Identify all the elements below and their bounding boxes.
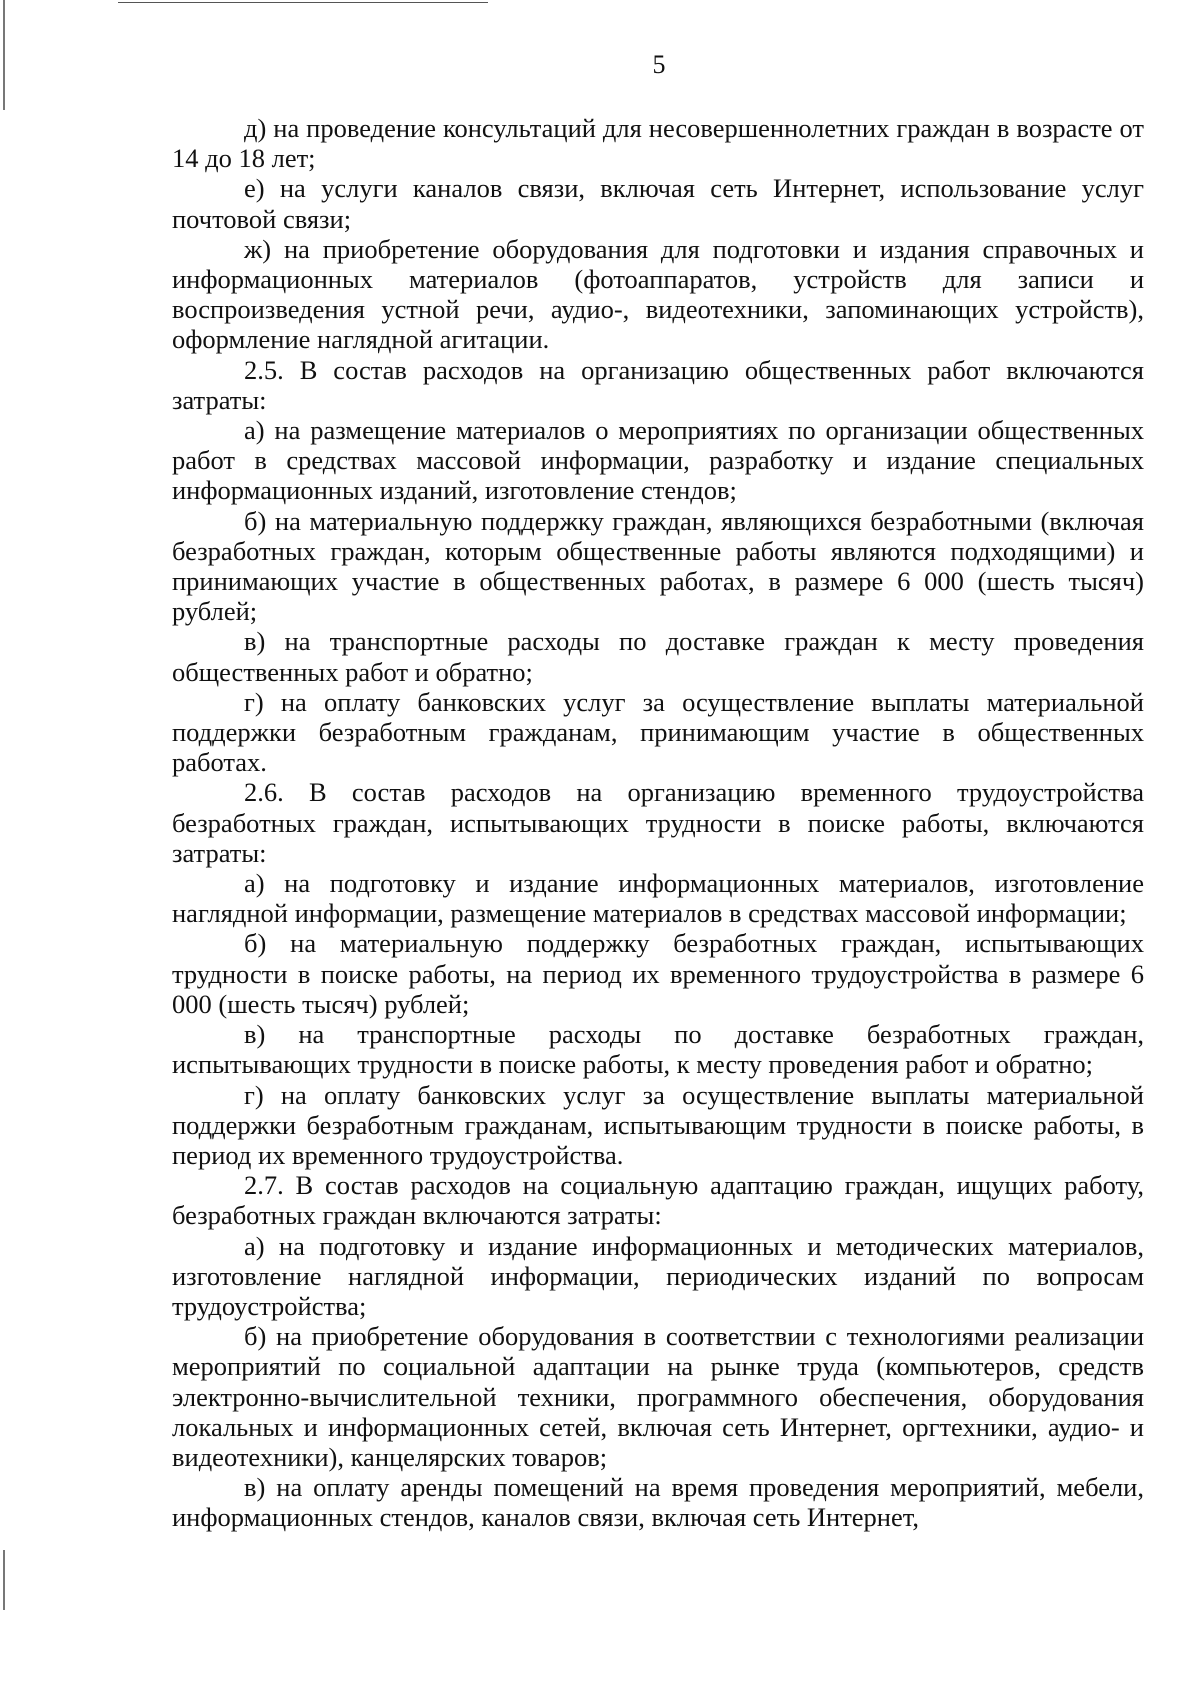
paragraph-2-6-heading: 2.6. В состав расходов на организацию временного трудоустройства безработных граждан, испытывающих трудности в поиске работы, включаются затраты: (172, 777, 1144, 868)
page-number: 5 (652, 50, 666, 79)
paragraph-2-6-a: а) на подготовку и издание информационных материалов, изготовление наглядной информации, размещение материалов в средствах массовой информации; (172, 868, 1144, 929)
document-body (172, 113, 1144, 1533)
paragraph-2-5-a: а) на размещение материалов о мероприятиях по организации общественных работ в средствах массовой информации, разработку и издание специальных информационных изданий, изготовление стендов; (172, 415, 1144, 506)
paragraph-2-7-heading: 2.7. В состав расходов на социальную адаптацию граждан, ищущих работу, безработных граждан включаются затраты: (172, 1170, 1144, 1231)
paragraph-e-communication: е) на услуги каналов связи, включая сеть Интернет, использование услуг почтовой связи; (172, 173, 1144, 234)
paragraph-2-6-v: в) на транспортные расходы по доставке безработных граждан, испытывающих трудности в поиске работы, к месту проведения работ и обратно; (172, 1019, 1144, 1080)
paragraph-2-7-b: б) на приобретение оборудования в соответствии с технологиями реализации мероприятий по социальной адаптации на рынке труда (компьютеров, средств электронно-вычислительной техники, программного обеспечения, оборудования локальных и информационных сетей, включая сеть Интернет, оргтехники, аудио- и видеотехники), канцелярских товаров; (172, 1321, 1144, 1472)
paragraph-2-6-b: б) на материальную поддержку безработных граждан, испытывающих трудности в поиске работы, на период их временного трудоустройства в размере 6 000 (шесть тысяч) рублей; (172, 928, 1144, 1019)
top-rule-line (118, 2, 488, 3)
paragraph-2-7-v: в) на оплату аренды помещений на время проведения мероприятий, мебели, информационных стендов, каналов связи, включая сеть Интернет, (172, 1472, 1144, 1533)
paragraph-2-5-v: в) на транспортные расходы по доставке граждан к месту проведения общественных работ и обратно; (172, 626, 1144, 687)
paragraph-zh-equipment: ж) на приобретение оборудования для подготовки и издания справочных и информационных материалов (фотоаппаратов, устройств для записи и воспроизведения устной речи, аудио-, видеотехники, запоминающих устройств), оформление наглядной агитации. (172, 233, 1144, 355)
paragraph-2-5-b: б) на материальную поддержку граждан, являющихся безработными (включая безработных граждан, которым общественные работы являются подходящими) и принимающих участие в общественных работах, в размере 6 000 (шесть тысяч) рублей; (172, 505, 1144, 627)
paragraph-2-5-heading: 2.5. В состав расходов на организацию общественных работ включаются затраты: (172, 354, 1144, 415)
paragraph-2-6-g: г) на оплату банковских услуг за осуществление выплаты материальной поддержки безработным гражданам, испытывающим трудности в поиске работы, в период их временного трудоустройства. (172, 1079, 1144, 1170)
paragraph-2-7-a: а) на подготовку и издание информационных и методических материалов, изготовление наглядной информации, периодических изданий по вопросам трудоустройства; (172, 1230, 1144, 1321)
paragraph-d-consultations: д) на проведение консультаций для несовершеннолетних граждан в возрасте от 14 до 18 лет; (172, 113, 1144, 174)
paragraph-2-5-g: г) на оплату банковских услуг за осуществление выплаты материальной поддержки безработным гражданам, принимающим участие в общественных работах. (172, 686, 1144, 778)
scan-edge-line (3, 1550, 5, 1610)
